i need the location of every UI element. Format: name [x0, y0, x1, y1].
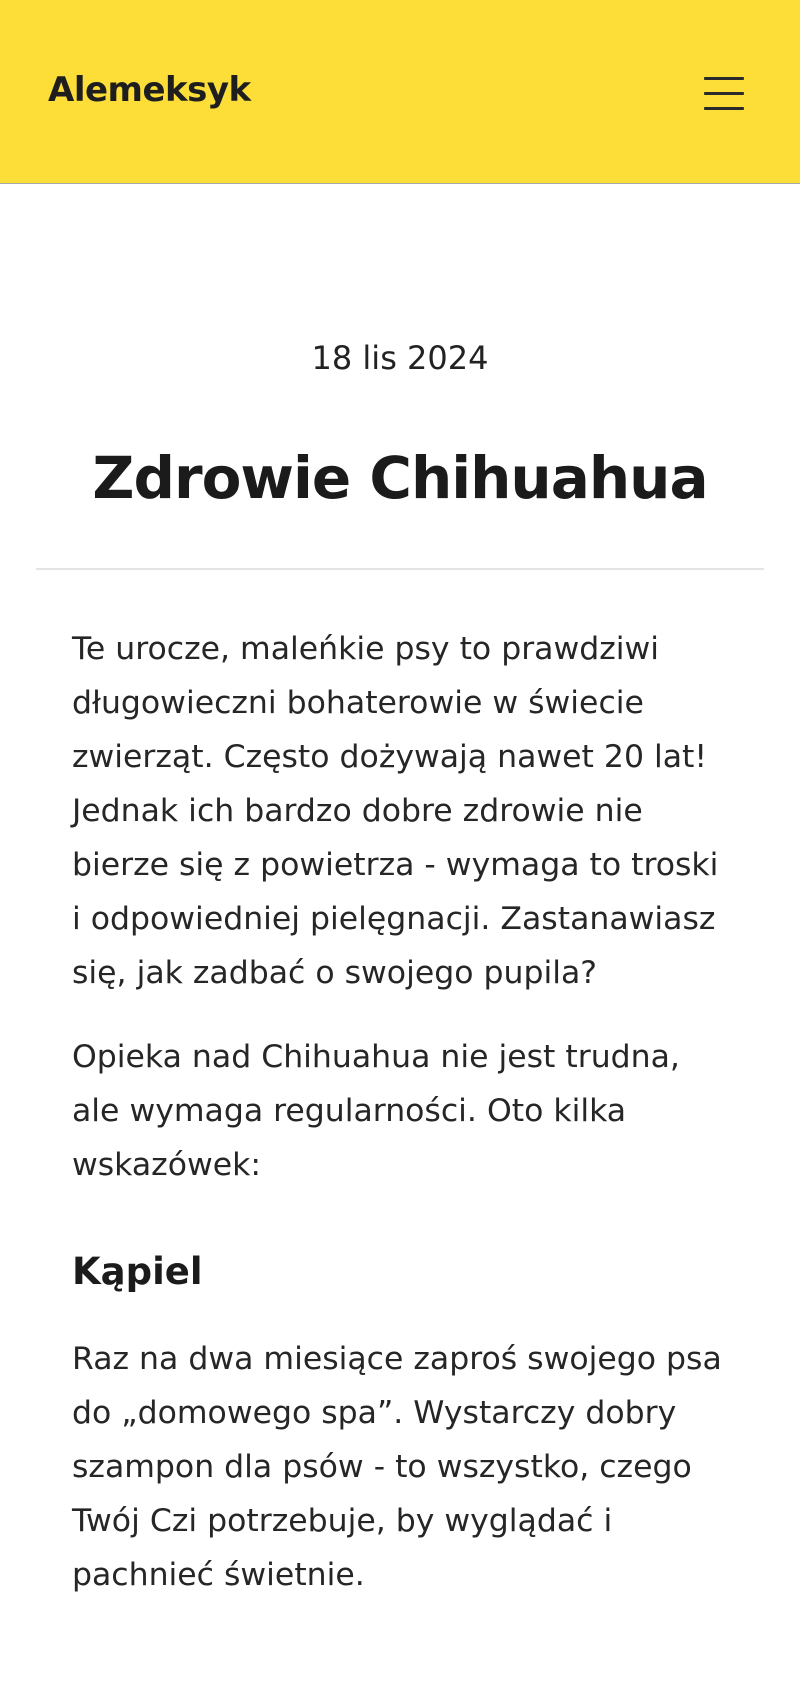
site-header [0, 0, 800, 184]
section-paragraph-bath: Raz na dwa miesiące zaproś swojego psa do „domowego spa”. Wystarczy dobry szampon dla psów - to wszystko, czego Twój Czi potrzebuje, by wyglądać i pachnieć świetnie. [72, 1341, 722, 1593]
menu-bar-bottom [704, 107, 744, 110]
article-content [72, 622, 732, 1632]
menu-bar-top [704, 77, 744, 80]
site-logo-link[interactable]: Alemeksyk [48, 70, 251, 110]
post-date: 18 lis 2024 [311, 339, 489, 377]
hamburger-menu-icon[interactable] [694, 68, 750, 118]
care-paragraph: Opieka nad Chihuahua nie jest trudna, ale wymaga regularności. Oto kilka wskazówek: [72, 1039, 680, 1183]
menu-bar-middle [704, 92, 744, 95]
intro-paragraph: Te urocze, maleńkie psy to prawdziwi długowieczni bohaterowie w świecie zwierząt. Często dożywają nawet 20 lat! Jednak ich bardzo dobre zdrowie nie bierze się z powietrza - wymaga to troski i odpowiedniej pielęgnacji. Zastanawiasz się, jak zadbać o swojego pupila? [72, 631, 719, 991]
title-divider [36, 568, 764, 570]
post-title: Zdrowie Chihuahua [92, 444, 708, 512]
section-heading-bath: Kąpiel [72, 1250, 203, 1293]
